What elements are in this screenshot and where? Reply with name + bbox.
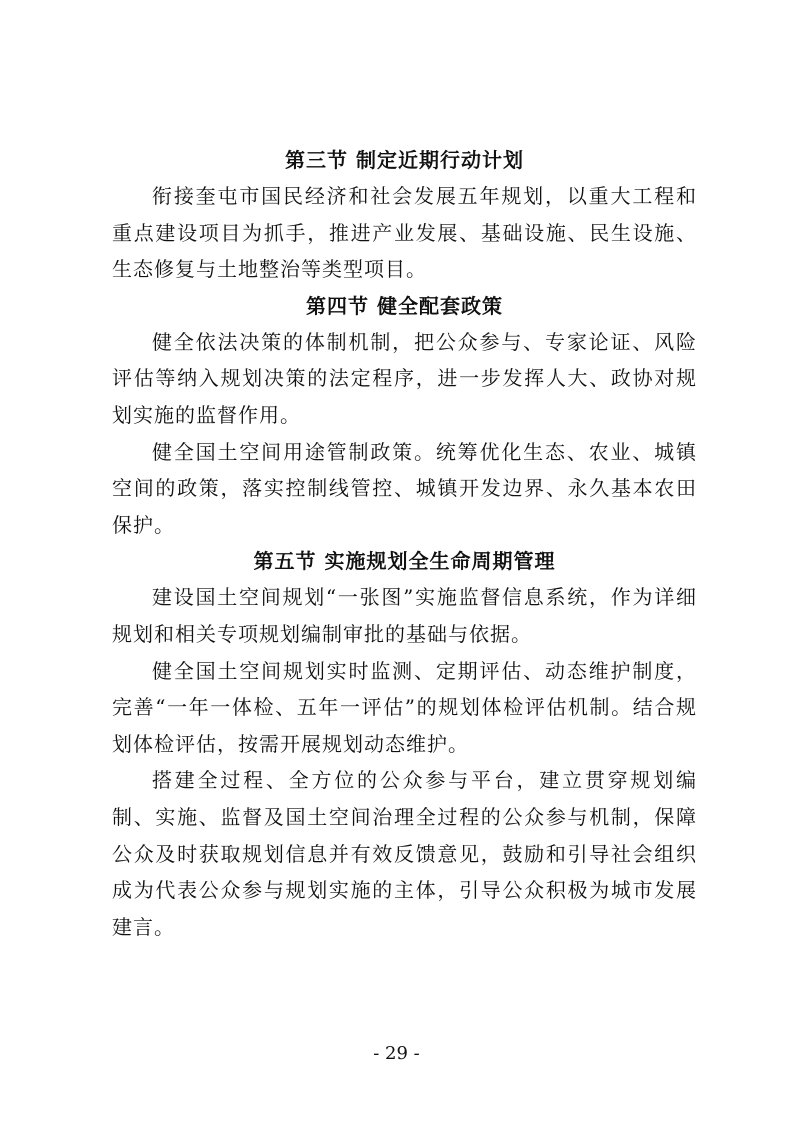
- paragraph: 健全国土空间规划实时监测、定期评估、动态维护制度，完善“一年一体检、五年一评估”的规划体检评估机制。结合规划体检评估，按需开展规划动态维护。: [112, 658, 697, 756]
- paragraph: 健全国土空间用途管制政策。统筹优化生态、农业、城镇空间的政策，落实控制线管控、城镇开发边界、永久基本农田保护。: [112, 439, 697, 537]
- paragraph: 衔接奎屯市国民经济和社会发展五年规划，以重大工程和重点建设项目为抓手，推进产业发展、基础设施、民生设施、生态修复与土地整治等类型项目。: [112, 184, 697, 282]
- section-heading-4: 第四节 健全配套政策: [306, 293, 503, 318]
- document-body: [112, 142, 697, 945]
- page-number: - 29 -: [373, 1043, 420, 1064]
- paragraph: 健全依法决策的体制机制，把公众参与、专家论证、风险评估等纳入规划决策的法定程序，进一步发挥人大、政协对规划实施的监督作用。: [112, 329, 697, 427]
- section-heading-3: 第三节 制定近期行动计划: [285, 148, 524, 172]
- paragraph: 搭建全过程、全方位的公众参与平台，建立贯穿规划编制、实施、监督及国土空间治理全过程的公众参与机制，保障公众及时获取规划信息并有效反馈意见，鼓励和引导社会组织成为代表公众参与规划实施的主体，引导公众积极为城市发展建言。: [112, 768, 697, 939]
- section-heading-5: 第五节 实施规划全生命周期管理: [253, 549, 556, 574]
- paragraph: 建设国土空间规划“一张图”实施监督信息系统，作为详细规划和相关专项规划编制审批的基础与依据。: [112, 585, 697, 646]
